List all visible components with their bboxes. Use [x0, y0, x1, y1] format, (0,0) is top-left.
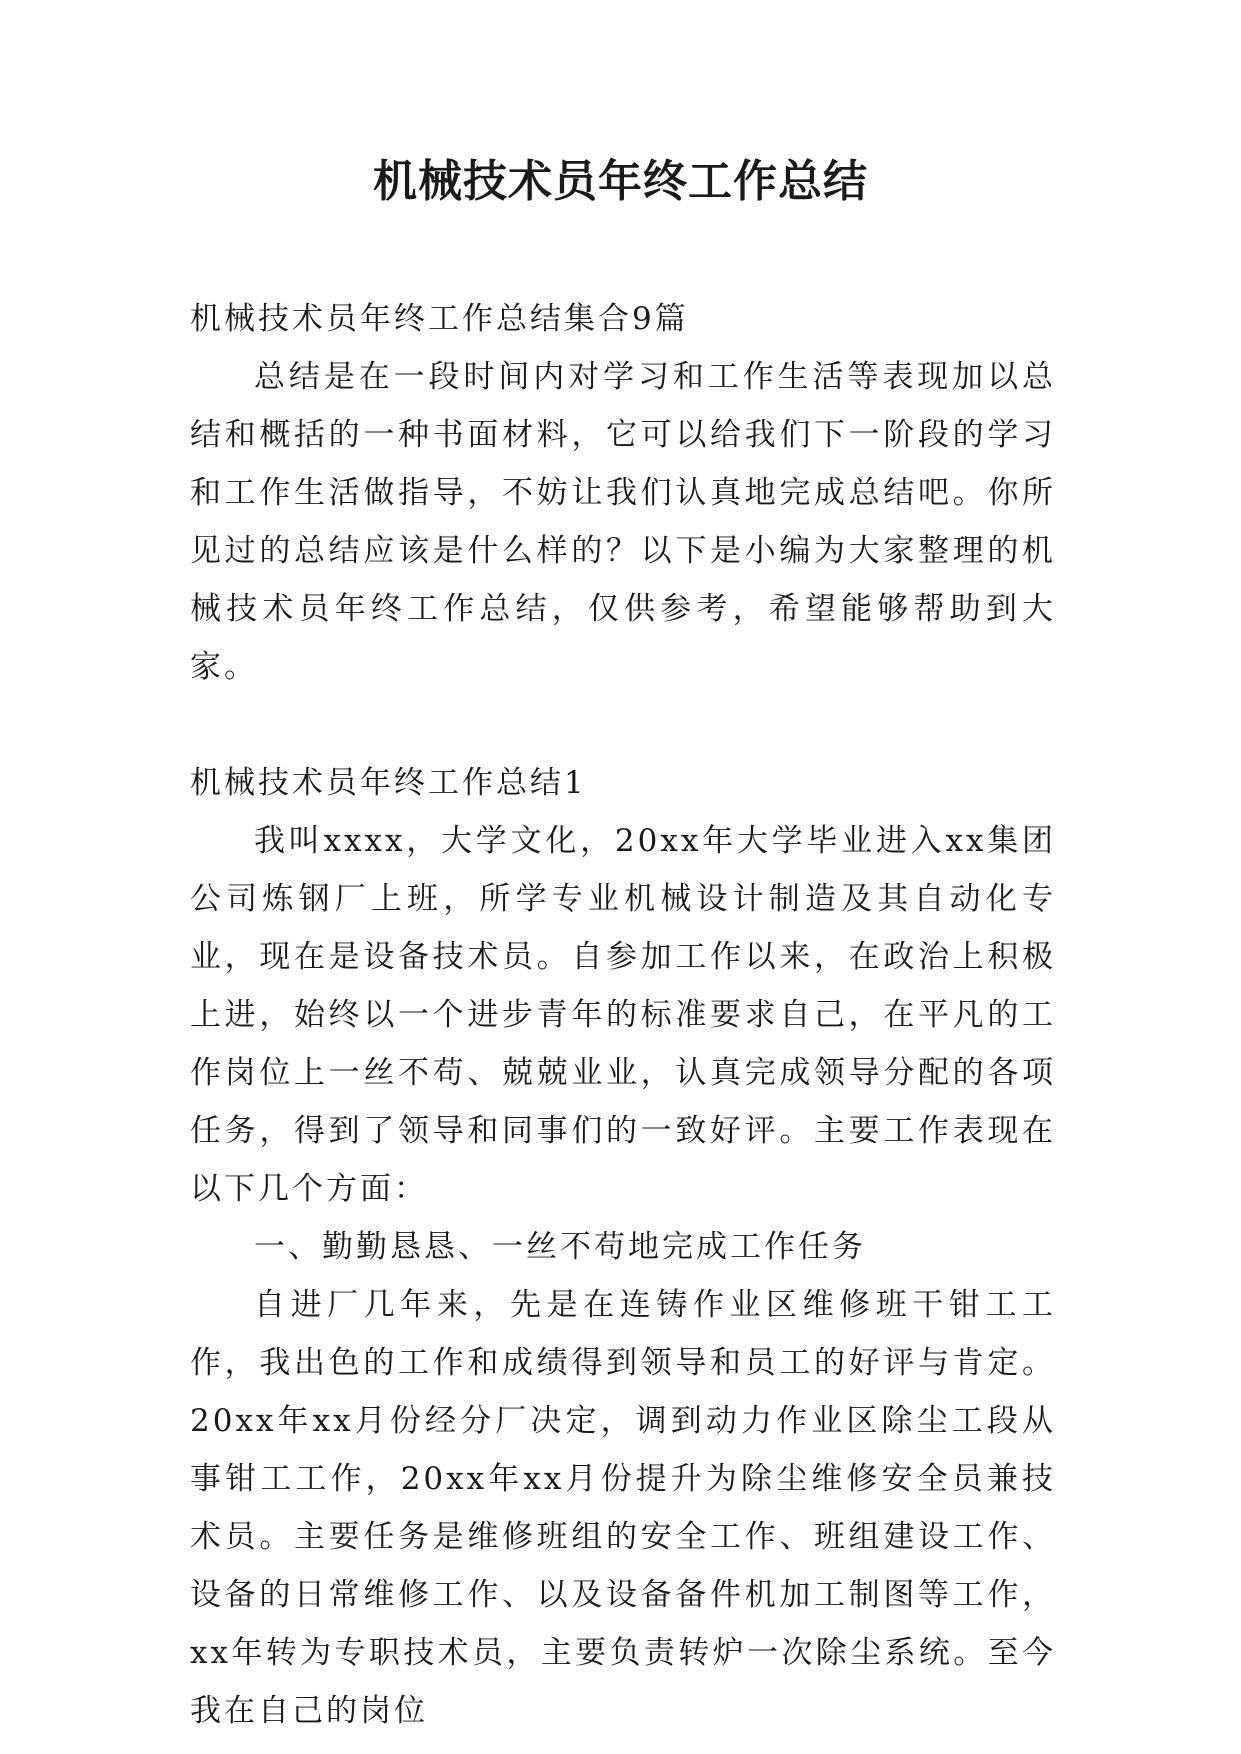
body-paragraph: 我叫xxxx，大学文化，20xx年大学毕业进入xx集团公司炼钢厂上班，所学专业机械设计制造及其自动化专业，现在是设备技术员。自参加工作以来，在政治上积极上进，始终以一个进步青年的标准要求自己，在平凡的工作岗位上一丝不苟、兢兢业业，认真完成领导分配的各项任务，得到了领导和同事们的一致好评。主要工作表现在以下几个方面： — [190, 823, 1056, 1207]
paragraph-gap — [190, 696, 1056, 754]
section-heading: 机械技术员年终工作总结1 — [190, 765, 587, 801]
body-paragraph: 自进厂几年来，先是在连铸作业区维修班干钳工工作，我出色的工作和成绩得到领导和员工的好评与肯定。20xx年xx月份经分厂决定，调到动力作业区除尘工段从事钳工工作，20xx年xx月份提升为除尘维修安全员兼技术员。主要任务是维修班组的安全工作、班组建设工作、设备的日常维修工作、以及设备备件机加工制图等工作，xx年转为专职技术员，主要负责转炉一次除尘系统。至今我在自己的岗位 — [190, 1287, 1056, 1729]
section-heading: 机械技术员年终工作总结集合9篇 — [190, 301, 689, 337]
intro-paragraph: 总结是在一段时间内对学习和工作生活等表现加以总结和概括的一种书面材料，它可以给我们下一阶段的学习和工作生活做指导，不妨让我们认真地完成总结吧。你所见过的总结应该是什么样的？以下是小编为大家整理的机械技术员年终工作总结，仅供参考，希望能够帮助到大家。 — [190, 359, 1056, 685]
document-body — [190, 290, 1056, 1740]
subsection-heading: 一、勤勤恳恳、一丝不苟地完成工作任务 — [254, 1229, 866, 1265]
document-title: 机械技术员年终工作总结 — [373, 156, 868, 207]
